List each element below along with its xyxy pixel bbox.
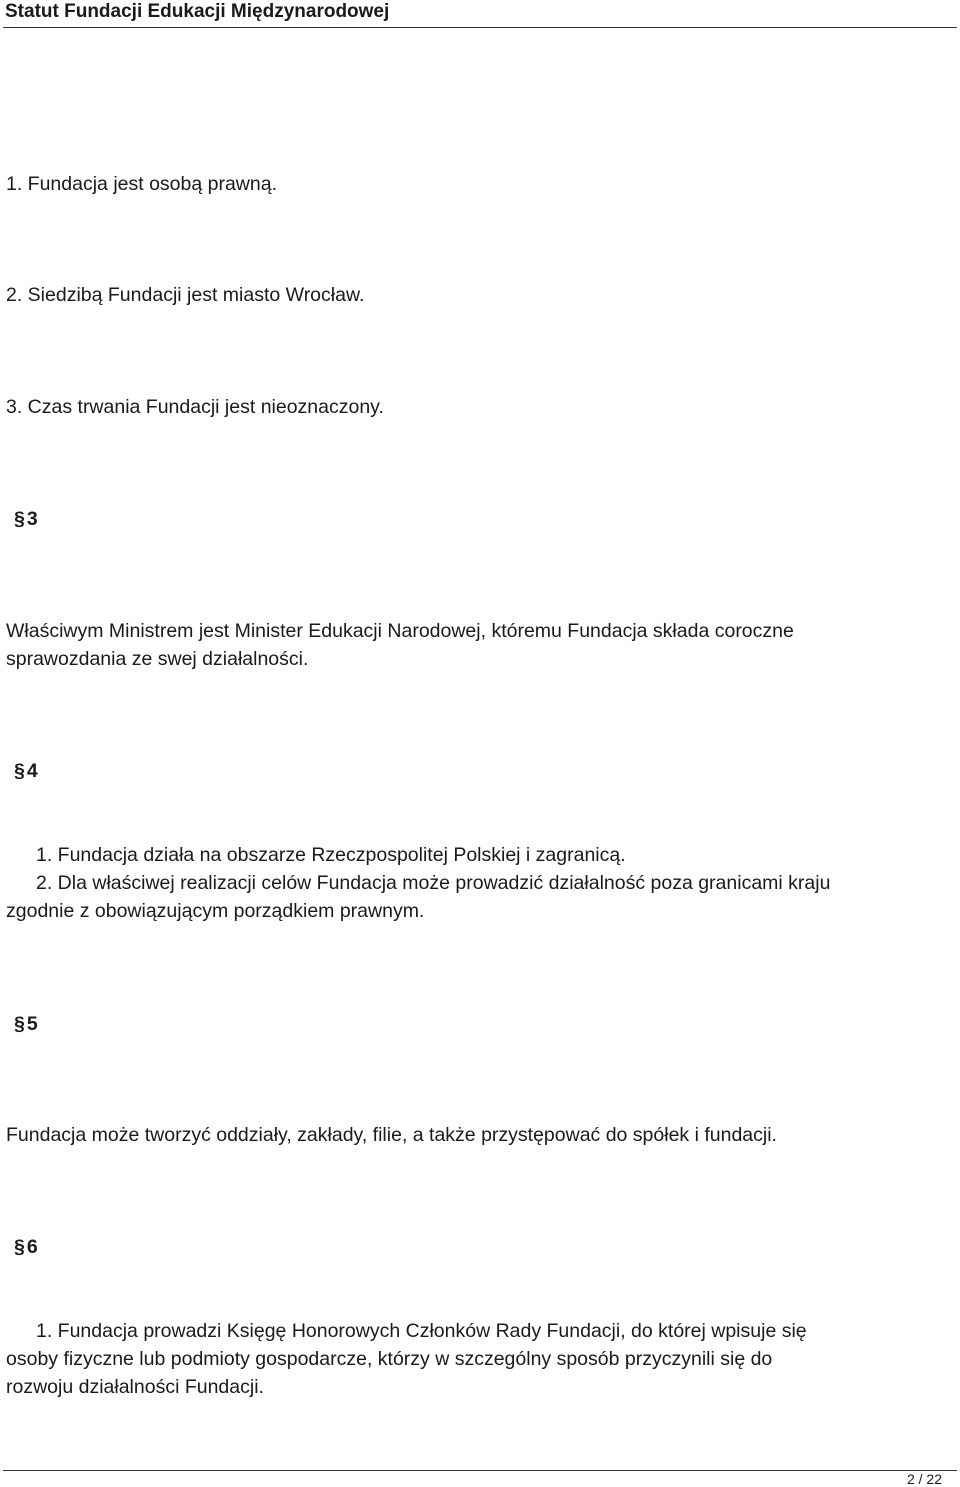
paragraph-s4-line3: zgodnie z obowiązującym porządkiem prawnym. xyxy=(6,900,425,922)
section-symbol: § xyxy=(14,1013,25,1035)
section-heading-4 xyxy=(14,757,38,785)
paragraph-s6-line1: 1. Fundacja prowadzi Księgę Honorowych Członków Rady Fundacji, do której wpisuje się xyxy=(36,1320,807,1342)
paragraph-s2-2: 2. Siedzibą Fundacji jest miasto Wrocław. xyxy=(6,284,365,306)
section-symbol: § xyxy=(14,760,25,782)
paragraph-s4-line1: 1. Fundacja działa na obszarze Rzeczpospolitej Polskiej i zagranicą. xyxy=(36,844,626,866)
paragraph-s5-line1: Fundacja może tworzyć oddziały, zakłady, filie, a także przystępować do spółek i fundacji. xyxy=(6,1124,777,1146)
document-title: Statut Fundacji Edukacji Międzynarodowej xyxy=(5,1,390,22)
paragraph-s3-line2: sprawozdania ze swej działalności. xyxy=(6,648,309,670)
section-number: 3 xyxy=(26,508,38,530)
paragraph-s6-line2: osoby fizyczne lub podmioty gospodarcze, którzy w szczególny sposób przyczynili się do xyxy=(6,1348,773,1370)
section-symbol: § xyxy=(14,1236,25,1258)
paragraph-s2-1: 1. Fundacja jest osobą prawną. xyxy=(6,173,278,195)
paragraph-s6-line3: rozwoju działalności Fundacji. xyxy=(6,1376,264,1398)
section-heading-5 xyxy=(14,1010,38,1038)
page-number: 2 / 22 xyxy=(906,1471,942,1487)
paragraph-s3-line1: Właściwym Ministrem jest Minister Edukacji Narodowej, któremu Fundacja składa coroczne xyxy=(6,620,794,642)
section-number: 5 xyxy=(26,1013,38,1035)
section-number: 6 xyxy=(26,1236,38,1258)
section-heading-6 xyxy=(14,1233,38,1261)
section-symbol: § xyxy=(14,508,25,530)
footer-divider xyxy=(3,1470,957,1471)
paragraph-s4-line2: 2. Dla właściwej realizacji celów Fundacja może prowadzić działalność poza granicami kraju xyxy=(36,872,831,894)
paragraph-s2-3: 3. Czas trwania Fundacji jest nieoznaczony. xyxy=(6,396,384,418)
section-heading-3 xyxy=(14,505,38,533)
header-divider xyxy=(3,27,957,28)
section-number: 4 xyxy=(26,760,38,782)
